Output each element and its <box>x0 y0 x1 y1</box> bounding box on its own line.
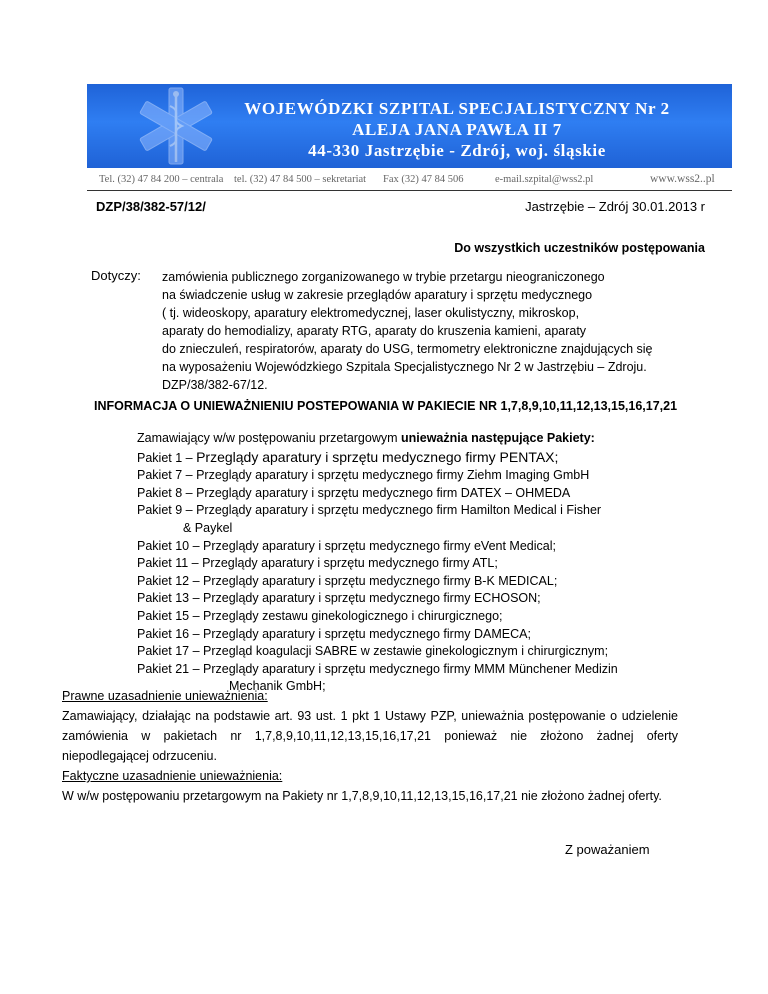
intro-text: Zamawiający w/w postępowaniu przetargowym <box>137 431 401 445</box>
website-address: www.wss2..pl <box>650 173 715 185</box>
package-item: Pakiet 12 – Przeglądy aparatury i sprzętu medycznego firmy B-K MEDICAL; <box>137 573 558 588</box>
subject-label: Dotyczy: <box>91 268 141 283</box>
subject-text <box>162 268 653 394</box>
phone-secretariat: tel. (32) 47 84 500 – sekretariat <box>234 174 367 185</box>
hospital-street: ALEJA JANA PAWŁA II 7 <box>352 120 562 139</box>
legal-text: Zamawiający, działając na podstawie art. 93 ust. 1 pkt 1 Ustawy PZP, unieważnia postępowanie o udzielenie zamówienia w pakietach nr 1,7,8,9,10,11,12,13,15,16,17,21 ponieważ nie złożono żadnej oferty niepodlegającej odrzuceniu. <box>62 709 678 763</box>
subject-line: na wyposażeniu Wojewódzkiego Szpitala Specjalistycznego Nr 2 w Jastrzębiu – Zdroju. <box>162 360 647 374</box>
factual-justification <box>62 766 678 806</box>
reference-number: DZP/38/382-57/12/ <box>96 199 206 214</box>
package-item-continuation: Mechanik GmbH; <box>229 679 326 694</box>
intro-line <box>137 430 677 448</box>
hospital-name-block <box>87 98 732 161</box>
subject-line: aparaty do hemodializy, aparaty RTG, aparaty do kruszenia kamieni, aparaty <box>162 324 587 338</box>
package-prefix: Pakiet 1 – <box>137 450 197 465</box>
cancelled-packages-list <box>137 430 677 696</box>
package-item: Pakiet 10 – Przeglądy aparatury i sprzętu medycznego firmy eVent Medical; <box>137 538 556 553</box>
hospital-city: 44-330 Jastrzębie - Zdrój, woj. śląskie <box>308 141 606 160</box>
package-item: Pakiet 11 – Przeglądy aparatury i sprzętu medycznego firmy ATL; <box>137 556 498 571</box>
package-item: Pakiet 13 – Przeglądy aparatury i sprzętu medycznego firmy ECHOSON; <box>137 591 541 606</box>
package-item-continuation: & Paykel <box>183 520 233 535</box>
email-address: e-mail.szpital@wss2.pl <box>495 174 594 185</box>
closing-salutation: Z poważaniem <box>565 842 650 857</box>
package-item: Pakiet 17 – Przegląd koagulacji SABRE w zestawie ginekologicznym i chirurgicznym; <box>137 644 609 659</box>
factual-text: W w/w postępowaniu przetargowym na Pakiety nr 1,7,8,9,10,11,12,13,15,16,17,21 nie złożono żadnej oferty. <box>62 789 662 803</box>
package-item: Pakiet 7 – Przeglądy aparatury i sprzętu medycznego firmy Ziehm Imaging GmbH <box>137 468 590 483</box>
hospital-name: WOJEWÓDZKI SZPITAL SPECJALISTYCZNY Nr 2 <box>244 99 670 118</box>
intro-bold: unieważnia następujące Pakiety: <box>401 431 595 445</box>
date-line: Jastrzębie – Zdrój 30.01.2013 r <box>525 199 705 214</box>
package-item: Pakiet 15 – Przeglądy zestawu ginekologicznego i chirurgicznego; <box>137 608 503 623</box>
letterhead-banner <box>87 84 732 168</box>
phone-central: Tel. (32) 47 84 200 – centrala <box>99 174 224 185</box>
package-item: Pakiet 8 – Przeglądy aparatury i sprzętu medycznego firm DATEX – OHMEDA <box>137 485 571 500</box>
package-text: Przeglądy aparatury i sprzętu medycznego firmy PENTAX; <box>196 448 559 465</box>
legal-justification <box>62 686 678 766</box>
package-item <box>137 449 677 468</box>
factual-heading: Faktyczne uzasadnienie unieważnienia: <box>62 769 283 783</box>
subject-line: zamówienia publicznego zorganizowanego w trybie przetargu nieograniczonego <box>162 270 605 284</box>
header-divider <box>87 190 732 191</box>
subject-line: DZP/38/382-67/12. <box>162 378 268 392</box>
package-item: Pakiet 9 – Przeglądy aparatury i sprzętu medycznego firm Hamilton Medical i Fisher <box>137 503 602 518</box>
package-item: Pakiet 21 – Przeglądy aparatury i sprzętu medycznego firmy MMM Münchener Medizin <box>137 661 618 676</box>
fax-number: Fax (32) 47 84 506 <box>383 174 464 185</box>
document-headline: INFORMACJA O UNIEWAŻNIENIU POSTEPOWANIA W PAKIECIE NR 1,7,8,9,10,11,12,13,15,16,17,21 <box>94 399 678 413</box>
package-item: Pakiet 16 – Przeglądy aparatury i sprzętu medycznego firmy DAMECA; <box>137 626 531 641</box>
addressee: Do wszystkich uczestników postępowania <box>454 241 705 255</box>
contact-strip <box>87 171 732 191</box>
subject-line: do znieczuleń, respiratorów, aparaty do USG, termometry elektroniczne znajdujących się <box>162 342 653 356</box>
legal-heading: Prawne uzasadnienie unieważnienia: <box>62 689 268 703</box>
subject-line: ( tj. wideoskopy, aparatury elektromedycznej, laser okulistyczny, mikroskop, <box>162 306 580 320</box>
subject-line: na świadczenie usług w zakresie przeglądów aparatury i sprzętu medycznego <box>162 288 593 302</box>
